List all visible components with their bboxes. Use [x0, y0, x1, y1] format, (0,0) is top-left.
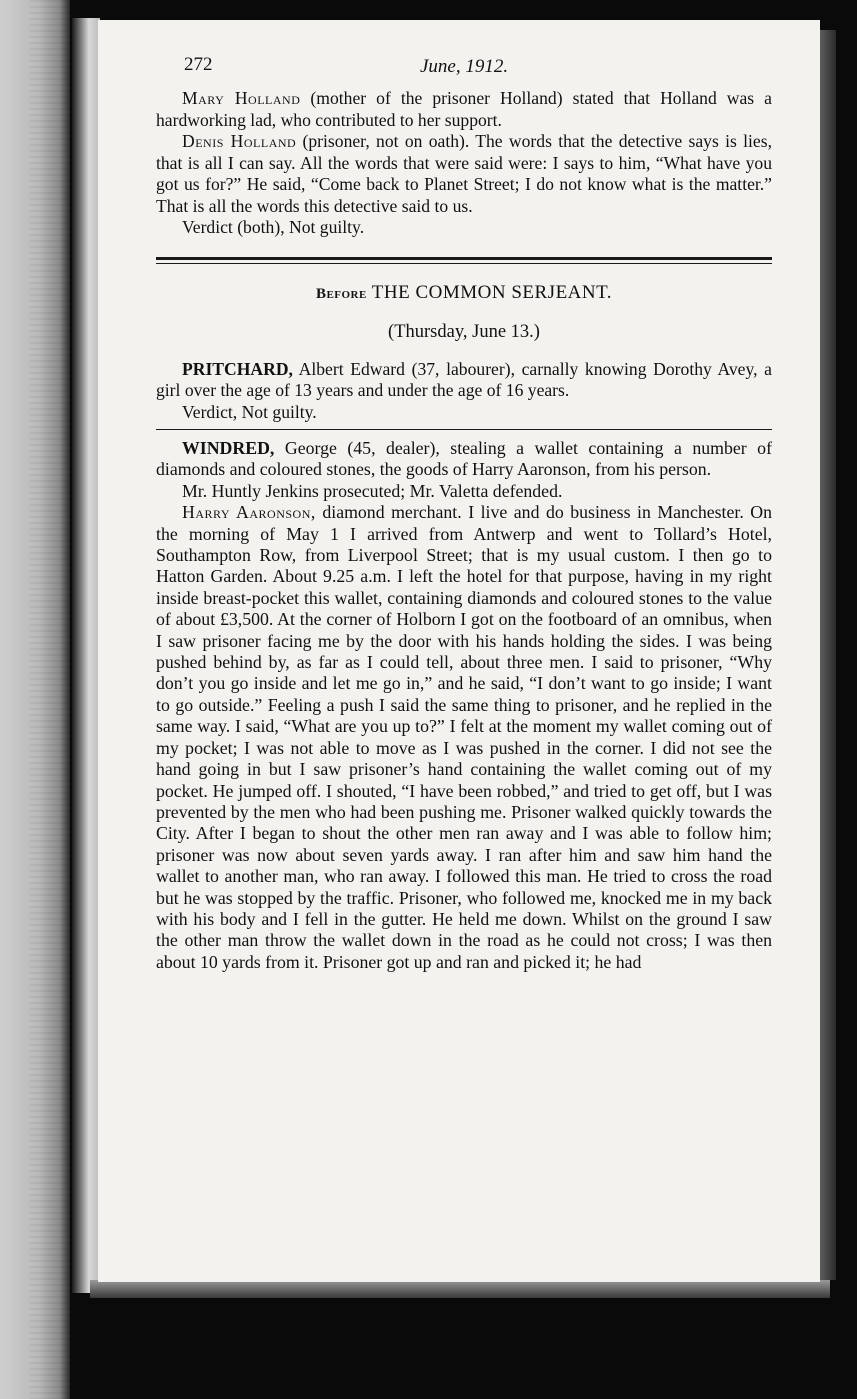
- testimony-text: diamond merchant. I live and do business in Manchester. On the morning of May 1 I arrived from Antwerp and went to Tollard’s Hotel, Southampton Row, from Liverpool Street; that is my usual custom. I then go to Hatton Garden. About 9.25 a.m. I left the hotel for that purpose, having in my right inside breast-pocket this wallet, containing diamonds and coloured stones to the value of about £3,500. At the corner of Holborn I got on the footboard of an omnibus, when I saw prisoner facing me by the door with his hands holding the sides. I was being pushed behind by, as far as I could tell, about three men. I said to prisoner, “Why don’t you go inside and let me go in,” and he said, “I don’t want to go inside; I want to go outside.” Feeling a push I said the same thing to prisoner, and he replied in the same way. I said, “What are you up to?” I felt at the moment my wallet coming out of my pocket; I was not able to move as I was pushed in the corner. I did not see the hand going in but I saw prisoner’s hand containing the wallet coming out of my pocket. He jumped off. I shouted, “I have been robbed,” and tried to get off, but I was prevented by the men who had been pushing me. Prisoner walked quickly towards the City. After I began to shout the other men ran away and I was able to follow him; prisoner was now about seven yards away. I ran after him and saw him hand the wallet to another man, who ran away. I followed this man. He tried to cross the road but he was stopped by the traffic. Prisoner, who followed me, knocked me in my back with his body and I fell in the gutter. He held me down. Whilst on the ground I saw the other man throw the wallet down in the road as he could not cross; I was then about 10 yards from it. Prisoner got up and ran and picked it; he had: [156, 502, 772, 972]
- previous-verdict: Verdict (both), Not guilty.: [182, 217, 365, 237]
- book-bottom-edge: [90, 1280, 830, 1298]
- denis-holland-statement: [156, 131, 772, 217]
- page-number: 272: [184, 54, 213, 75]
- case-divider: [156, 429, 772, 430]
- pritchard-case: [156, 359, 772, 402]
- section-divider: [156, 257, 772, 264]
- witness-name: Harry Aaronson,: [182, 502, 316, 523]
- page-content: [156, 54, 772, 973]
- windred-case: [156, 438, 772, 973]
- pritchard-verdict: Verdict, Not guilty.: [182, 401, 317, 422]
- court-heading: [156, 282, 772, 304]
- page-stack-shadow: [30, 0, 72, 1399]
- charge-text: Albert Edward (37, labourer), carnally knowing Dorothy Avey, a girl over the age of 13 years and under the age of 16 years.: [156, 358, 772, 400]
- sitting-date: (Thursday, June 13.): [388, 321, 540, 342]
- windred-charge: [156, 438, 772, 481]
- defendant-name: PRITCHARD,: [182, 358, 293, 379]
- witness-name: Mary Holland: [182, 88, 301, 108]
- mary-holland-statement: [156, 88, 772, 131]
- defendant-name: WINDRED,: [182, 438, 275, 458]
- prisoner-name: Denis Holland: [182, 131, 297, 151]
- court-before-label: Before: [315, 285, 367, 302]
- judge-title: THE COMMON SERJEANT.: [371, 281, 613, 303]
- statement-text: (prisoner, not on oath). The words that the detective says is lies, that is all I can say. All the words that were said were: I says to him, “What have you got us for?” He said, “Come back to Planet Street; I do not know what is the matter.” That is all the words this detective said to us.: [156, 131, 772, 216]
- statement-text: (mother of the prisoner Holland) stated that Holland was a hardworking lad, who contributed to her support.: [156, 88, 772, 130]
- thin-rule: [156, 263, 772, 264]
- running-head: [156, 54, 772, 88]
- header-date: June, 1912.: [420, 56, 509, 77]
- book-binding: [72, 18, 100, 1293]
- thick-rule: [156, 257, 772, 260]
- counsel-line: Mr. Huntly Jenkins prosecuted; Mr. Valetta defended.: [182, 480, 563, 501]
- document-page: [98, 20, 820, 1282]
- charge-text: George (45, dealer), stealing a wallet containing a number of diamonds and coloured stones, the goods of Harry Aaronson, from his person.: [156, 438, 772, 480]
- aaronson-testimony: [156, 502, 772, 973]
